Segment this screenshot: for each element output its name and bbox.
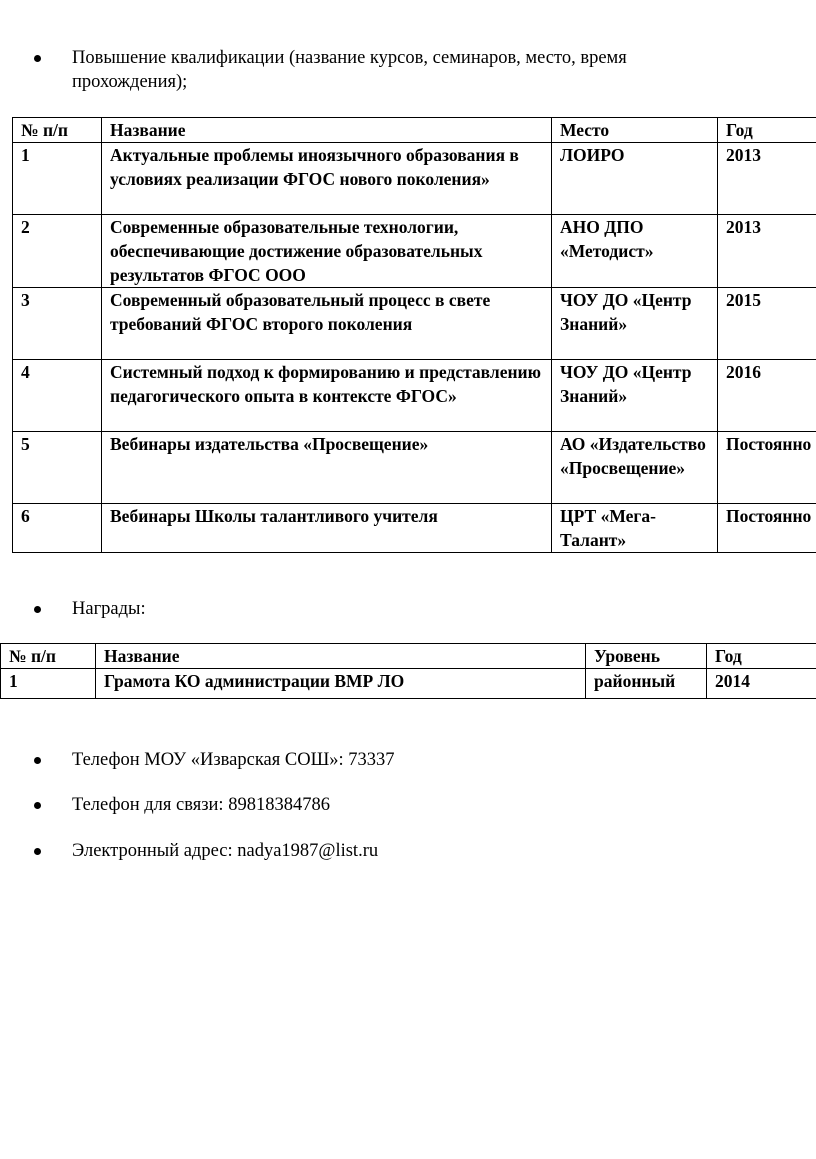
row-year: Постоянно [718,432,816,504]
bullet-dot-icon [34,848,41,855]
table-row [13,360,816,432]
awards-table [0,643,816,699]
contact-phone-text: Телефон для связи: 89818384786 [72,795,330,815]
table-row [13,288,816,360]
row-name: Вебинары издательства «Просвещение» [102,432,552,504]
row-year: 2013 [718,215,816,288]
table-row [13,432,816,504]
row-num: 5 [13,432,102,504]
row-place: ЛОИРО [552,143,718,215]
email-text: Электронный адрес: nadya1987@list.ru [72,841,379,861]
row-name: Грамота КО администрации ВМР ЛО [96,669,586,699]
row-place: ЦРТ «Мега-Талант» [552,504,718,553]
row-year: 2016 [718,360,816,432]
row-year: Постоянно [718,504,816,553]
row-num: 3 [13,288,102,360]
header-place: Место [552,118,718,143]
table-row [13,504,816,553]
row-year: 2013 [718,143,816,215]
school-phone-text: Телефон МОУ «Изварская СОШ»: 73337 [72,750,395,770]
school-phone-bullet [34,748,634,774]
row-name: Современные образовательные технологии, обеспечивающие достижение образовательных результатов ФГОС ООО [102,215,552,288]
contact-phone-bullet [34,793,634,819]
header-name: Название [96,644,586,669]
header-num: № п/п [13,118,102,143]
row-year: 2014 [707,669,816,699]
bullet-dot-icon [34,757,41,764]
row-place: АНО ДПО «Методист» [552,215,718,288]
awards-bullet [34,597,334,623]
row-place: ЧОУ ДО «Центр Знаний» [552,360,718,432]
bullet-dot-icon [34,802,41,809]
row-num: 1 [13,143,102,215]
table-row [13,215,816,288]
row-num: 1 [1,669,96,699]
bullet-dot-icon [34,606,41,613]
header-num: № п/п [1,644,96,669]
courses-table [12,117,816,553]
row-num: 4 [13,360,102,432]
bullet-dot-icon [34,55,41,62]
awards-heading: Награды: [72,599,146,619]
header-year: Год [718,118,816,143]
awards-header-row [1,644,816,669]
row-place: АО «Издательство «Просвещение» [552,432,718,504]
row-level: районный [586,669,707,699]
email-bullet [34,839,634,865]
courses-bullet [34,46,734,96]
header-year: Год [707,644,816,669]
row-name: Вебинары Школы талантливого учителя [102,504,552,553]
row-name: Современный образовательный процесс в свете требований ФГОС второго поколения [102,288,552,360]
courses-heading: Повышение квалификации (название курсов, семинаров, место, время прохождения); [72,48,627,92]
courses-header-row [13,118,816,143]
table-row [13,143,816,215]
row-num: 6 [13,504,102,553]
row-name: Системный подход к формированию и представлению педагогического опыта в контексте ФГОС» [102,360,552,432]
row-num: 2 [13,215,102,288]
row-place: ЧОУ ДО «Центр Знаний» [552,288,718,360]
header-name: Название [102,118,552,143]
row-name: Актуальные проблемы иноязычного образования в условиях реализации ФГОС нового поколения» [102,143,552,215]
row-year: 2015 [718,288,816,360]
table-row [1,669,816,699]
header-level: Уровень [586,644,707,669]
